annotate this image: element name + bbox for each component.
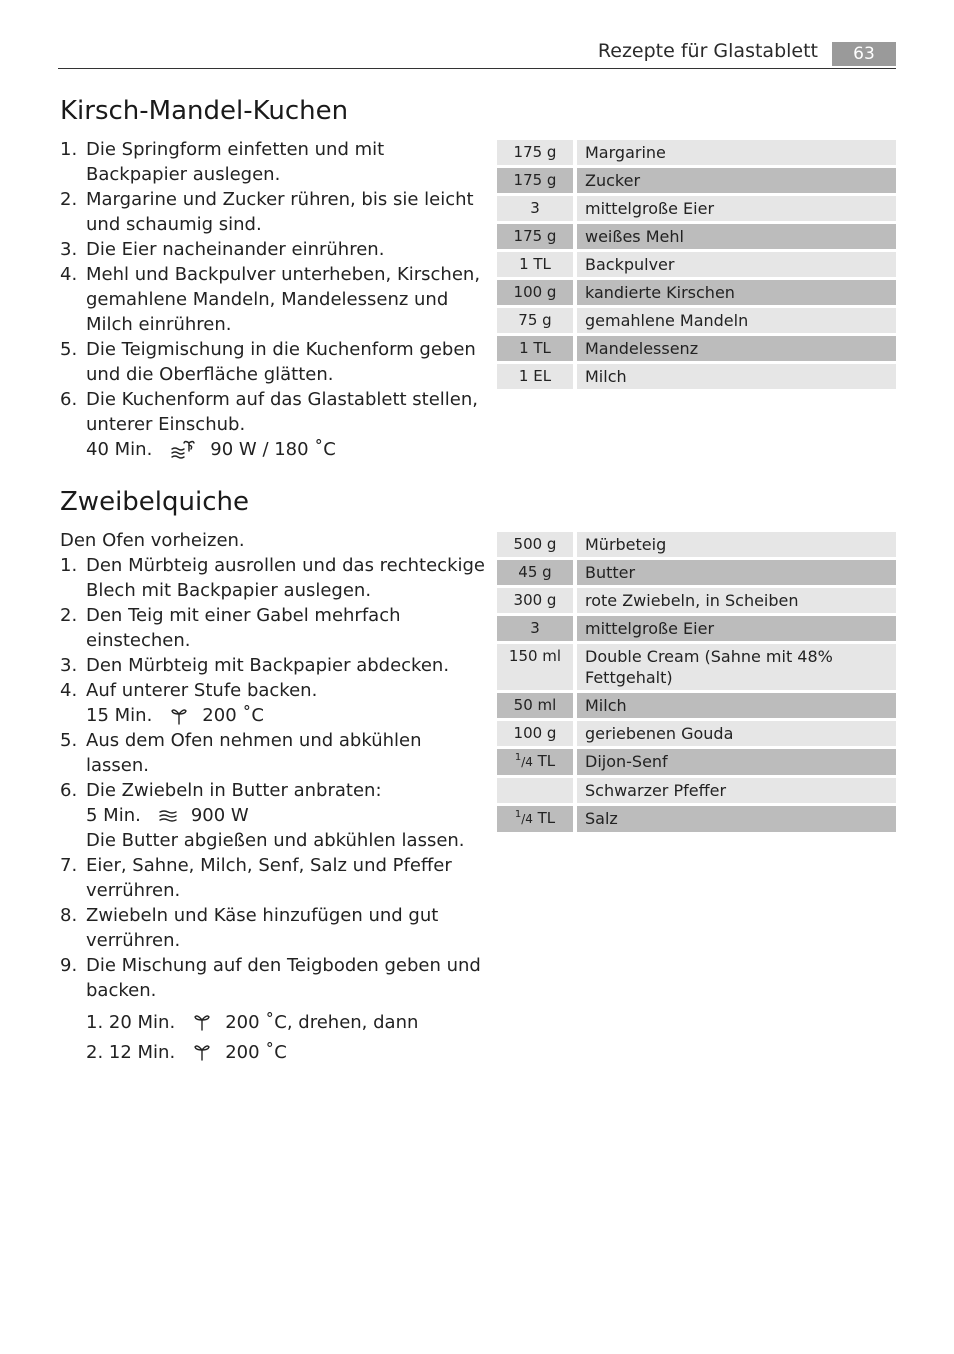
cooking-time: 1. 20 Min. — [86, 1011, 176, 1033]
cooking-setting: 200 ˚C — [202, 705, 264, 726]
ingredient-quantity: 1 TL — [497, 252, 577, 280]
ingredient-row — [497, 532, 896, 560]
ingredient-row — [497, 224, 896, 252]
ingredient-name: Mandelessenz — [577, 336, 896, 364]
step-number: 4. — [60, 264, 78, 285]
step-text: Auf unterer Stufe backen. — [86, 680, 318, 701]
hot-air-fan-icon — [170, 706, 188, 726]
ingredient-quantity: 500 g — [497, 532, 577, 560]
ingredient-quantity: 50 ml — [497, 693, 577, 721]
cooking-parameter — [60, 1007, 485, 1037]
ingredient-name: Schwarzer Pfeffer — [577, 778, 896, 806]
ingredient-quantity: 1 EL — [497, 364, 577, 392]
ingredient-name: Mürbeteig — [577, 532, 896, 560]
ingredient-row — [497, 252, 896, 280]
recipe1-step — [60, 337, 485, 387]
cooking-time: 5 Min. — [86, 805, 141, 826]
ingredient-row — [497, 749, 896, 778]
ingredient-row — [497, 280, 896, 308]
ingredient-name: Zucker — [577, 168, 896, 196]
fraction-numerator: 1 — [514, 752, 522, 763]
step-number: 2. — [60, 189, 78, 210]
step-number: 6. — [60, 780, 78, 801]
step-text: Mehl und Backpulver unterheben, Kirschen, gemahlene Mandeln, Mandelessenz und Milch einrühren. — [86, 264, 481, 335]
recipe2-step — [60, 678, 485, 703]
cooking-parameter — [60, 1037, 485, 1067]
hot-air-fan-icon — [193, 1012, 211, 1032]
ingredient-row — [497, 644, 896, 693]
ingredient-name: Margarine — [577, 140, 896, 168]
page-number: 63 — [832, 42, 896, 66]
microwave-icon — [159, 808, 177, 824]
ingredient-name: kandierte Kirschen — [577, 280, 896, 308]
cooking-setting: 200 ˚C — [225, 1041, 287, 1063]
recipe2-step — [60, 778, 485, 803]
step-text: Den Mürbteig ausrollen und das rechteckige Blech mit Backpapier auslegen. — [86, 555, 486, 601]
recipe2-step — [60, 653, 485, 678]
ingredient-row — [497, 560, 896, 588]
recipe1-step — [60, 137, 485, 187]
recipe2-step — [60, 903, 485, 953]
step-text: Zwiebeln und Käse hinzufügen und gut verrühren. — [86, 905, 439, 951]
ingredient-row — [497, 168, 896, 196]
ingredient-name: mittelgroße Eier — [577, 196, 896, 224]
cooking-time: 2. 12 Min. — [86, 1041, 176, 1063]
ingredient-row — [497, 196, 896, 224]
step-text: Die Mischung auf den Teigboden geben und backen. — [86, 955, 481, 1001]
cooking-parameter — [60, 703, 485, 728]
fraction-numerator: 1 — [514, 809, 522, 820]
recipe1-step — [60, 262, 485, 337]
cooking-parameter — [60, 437, 485, 462]
ingredient-quantity — [497, 749, 577, 778]
step-text: Aus dem Ofen nehmen und abkühlen lassen. — [86, 730, 422, 776]
recipe2-step — [60, 953, 485, 1003]
ingredient-name: Salz — [577, 806, 896, 835]
step-text: Die Teigmischung in die Kuchenform geben und die Oberfläche glätten. — [86, 339, 476, 385]
recipe2-step — [60, 853, 485, 903]
ingredient-quantity: 45 g — [497, 560, 577, 588]
ingredient-name: Backpulver — [577, 252, 896, 280]
ingredient-quantity: 100 g — [497, 280, 577, 308]
fraction-denominator: /4 — [521, 812, 533, 826]
step-text: Eier, Sahne, Milch, Senf, Salz und Pfeffer verrühren. — [86, 855, 452, 901]
ingredient-quantity — [497, 806, 577, 835]
recipe-title-kirsch-mandel-kuchen: Kirsch-Mandel-Kuchen — [60, 96, 349, 126]
step-number: 8. — [60, 905, 78, 926]
cooking-setting: 900 W — [190, 805, 249, 826]
recipe-title-zweibelquiche: Zweibelquiche — [60, 487, 249, 517]
recipe1-instructions — [60, 137, 485, 462]
step-text: Die Eier nacheinander einrühren. — [86, 239, 385, 260]
microwave-hot-air-icon — [170, 439, 196, 461]
step-text: Margarine und Zucker rühren, bis sie leicht und schaumig sind. — [86, 189, 474, 235]
step-text: Die Zwiebeln in Butter anbraten: — [86, 780, 382, 801]
step-number: 1. — [60, 555, 78, 576]
ingredient-quantity: 75 g — [497, 308, 577, 336]
ingredient-table-zweibelquiche — [497, 532, 896, 835]
ingredient-row — [497, 588, 896, 616]
cooking-parameter — [60, 803, 485, 828]
ingredient-row — [497, 616, 896, 644]
ingredient-quantity: 150 ml — [497, 644, 577, 693]
ingredient-quantity: 175 g — [497, 140, 577, 168]
quantity-unit: TL — [532, 809, 556, 827]
ingredient-quantity: 3 — [497, 196, 577, 224]
ingredient-name: mittelgroße Eier — [577, 616, 896, 644]
ingredient-quantity: 1 TL — [497, 336, 577, 364]
ingredient-quantity: 3 — [497, 616, 577, 644]
recipe2-step — [60, 728, 485, 778]
fraction-denominator: /4 — [521, 755, 533, 769]
ingredient-row — [497, 308, 896, 336]
ingredient-row — [497, 778, 896, 806]
recipe2-instructions — [60, 528, 485, 1067]
step-number: 5. — [60, 730, 78, 751]
quantity-unit: TL — [532, 752, 556, 770]
step-number: 5. — [60, 339, 78, 360]
ingredient-row — [497, 336, 896, 364]
step-number: 9. — [60, 955, 78, 976]
ingredient-row — [497, 364, 896, 392]
ingredient-name: rote Zwiebeln, in Scheiben — [577, 588, 896, 616]
ingredient-row — [497, 693, 896, 721]
recipe1-step — [60, 187, 485, 237]
ingredient-row — [497, 721, 896, 749]
ingredient-quantity — [497, 778, 577, 806]
cooking-setting: 200 ˚C, drehen, dann — [225, 1011, 419, 1033]
ingredient-quantity: 175 g — [497, 168, 577, 196]
step-text: Den Teig mit einer Gabel mehrfach einstechen. — [86, 605, 401, 651]
ingredient-name: Milch — [577, 364, 896, 392]
ingredient-name: gemahlene Mandeln — [577, 308, 896, 336]
ingredient-row — [497, 140, 896, 168]
step-text: Die Springform einfetten und mit Backpapier auslegen. — [86, 139, 385, 185]
ingredient-quantity: 300 g — [497, 588, 577, 616]
recipe2-step — [60, 603, 485, 653]
ingredient-name: Double Cream (Sahne mit 48% Fettgehalt) — [577, 644, 896, 693]
recipe1-step — [60, 387, 485, 437]
step-number: 3. — [60, 239, 78, 260]
step-number: 4. — [60, 680, 78, 701]
ingredient-quantity: 175 g — [497, 224, 577, 252]
ingredient-name: geriebenen Gouda — [577, 721, 896, 749]
hot-air-fan-icon — [193, 1042, 211, 1062]
step-text: Den Mürbteig mit Backpapier abdecken. — [86, 655, 450, 676]
step-number: 1. — [60, 139, 78, 160]
step-number: 3. — [60, 655, 78, 676]
ingredient-name: Dijon-Senf — [577, 749, 896, 778]
cooking-setting: 90 W / 180 ˚C — [210, 439, 336, 460]
running-header: Rezepte für Glastablett — [597, 40, 818, 62]
step-number: 7. — [60, 855, 78, 876]
ingredient-name: Milch — [577, 693, 896, 721]
ingredient-quantity: 100 g — [497, 721, 577, 749]
recipe1-step — [60, 237, 485, 262]
cooking-time: 15 Min. — [86, 705, 153, 726]
cooking-time: 40 Min. — [86, 439, 153, 460]
step-note: Die Butter abgießen und abkühlen lassen. — [86, 830, 465, 851]
step-text: Die Kuchenform auf das Glastablett stellen, unterer Einschub. — [86, 389, 479, 435]
step-number: 2. — [60, 605, 78, 626]
ingredient-name: weißes Mehl — [577, 224, 896, 252]
recipe2-step — [60, 553, 485, 603]
recipe2-intro: Den Ofen vorheizen. — [60, 530, 245, 551]
ingredient-row — [497, 806, 896, 835]
header-rule — [58, 68, 896, 69]
step-number: 6. — [60, 389, 78, 410]
ingredient-table-kirsch-mandel-kuchen — [497, 140, 896, 392]
ingredient-name: Butter — [577, 560, 896, 588]
